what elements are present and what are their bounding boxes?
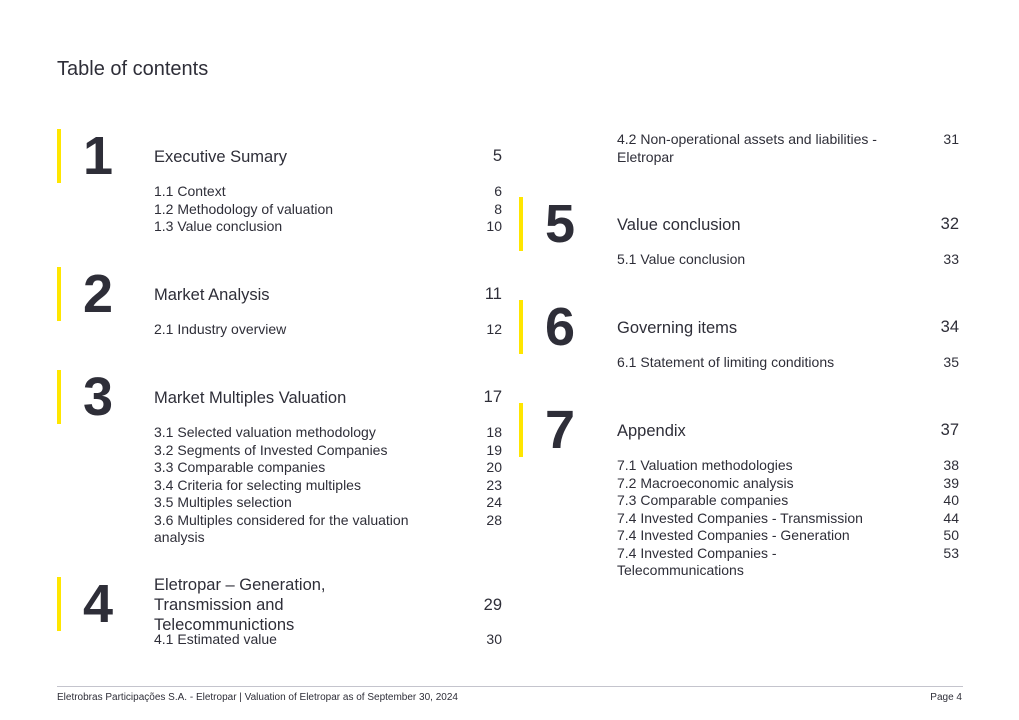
section-accent-bar [519, 403, 523, 457]
subsection-item[interactable]: 3.4 Criteria for selecting multiples 23 [154, 476, 502, 493]
subsection-item[interactable]: 2.1 Industry overview 12 [154, 321, 502, 337]
subsection-item[interactable]: 3.1 Selected valuation methodology 18 [154, 424, 502, 440]
subsection-item[interactable]: 7.4 Invested Companies - Transmission 44 [617, 509, 959, 526]
subsection-item[interactable]: 7.1 Valuation methodologies 38 [617, 457, 959, 473]
section-title[interactable]: Value conclusion [617, 216, 741, 234]
subsection-item[interactable]: 1.1 Context 6 [154, 183, 502, 199]
section-accent-bar [57, 577, 61, 631]
section-number: 2 [83, 264, 114, 324]
subsection-item[interactable]: 7.4 Invested Companies - Telecommunications 53 [617, 544, 959, 578]
section-accent-bar [57, 267, 61, 321]
subsection-item-continued[interactable] [617, 131, 959, 166]
section-page: 17 [483, 388, 502, 406]
subsection-list [617, 251, 959, 269]
subsection-item[interactable]: 6.1 Statement of limiting conditions 35 [617, 354, 959, 370]
subsection-item[interactable]: 3.5 Multiples selection 24 [154, 494, 502, 510]
section-number: 7 [545, 400, 576, 460]
subsection-item[interactable]: 7.3 Comparable companies 40 [617, 492, 959, 508]
section-page: 29 [483, 596, 502, 614]
section-number: 4 [83, 574, 114, 634]
subsection-item[interactable]: 1.2 Methodology of valuation 8 [154, 200, 502, 217]
section-page: 11 [484, 285, 502, 303]
subsection-item[interactable]: 4.1 Estimated value 30 [154, 631, 502, 647]
section-number: 5 [545, 194, 576, 254]
subsection-list [154, 424, 502, 547]
subsection-title: 4.2 Non-operational assets and liabilities - Eletropar [617, 131, 877, 165]
subsection-item[interactable]: 3.2 Segments of Invested Companies 19 [154, 441, 502, 458]
subsection-page: 31 [943, 131, 959, 147]
section-number: 6 [545, 297, 576, 357]
section-title[interactable]: Executive Sumary [154, 148, 287, 166]
section-title[interactable]: Appendix [617, 422, 686, 440]
section-title[interactable]: Governing items [617, 319, 738, 337]
subsection-list [154, 321, 502, 339]
subsection-list [154, 183, 502, 236]
page-title: Table of contents [57, 58, 209, 80]
page-number: Page 4 [930, 692, 962, 703]
subsection-item[interactable]: 3.6 Multiples considered for the valuation analysis 28 [154, 511, 502, 545]
section-accent-bar [519, 300, 523, 354]
subsection-item[interactable]: 7.2 Macroeconomic analysis 39 [617, 474, 959, 491]
footer-divider [57, 686, 963, 687]
section-number: 3 [83, 367, 114, 427]
section-page: 37 [940, 421, 959, 439]
subsection-item[interactable]: 3.3 Comparable companies 20 [154, 459, 502, 475]
section-accent-bar [57, 129, 61, 183]
section-title[interactable]: Eletropar – Generation, Transmission and Telecommunictions [154, 576, 326, 634]
section-accent-bar [519, 197, 523, 251]
subsection-list [617, 354, 959, 372]
subsection-item[interactable]: 5.1 Value conclusion 33 [617, 251, 959, 267]
footer-text: Eletrobras Participações S.A. - Eletropar | Valuation of Eletropar as of September 30, 2024 [57, 692, 458, 703]
section-title[interactable]: Market Multiples Valuation [154, 389, 347, 407]
section-accent-bar [57, 370, 61, 424]
section-title[interactable]: Market Analysis [154, 286, 270, 304]
section-page: 5 [492, 147, 502, 165]
section-page: 34 [940, 318, 959, 336]
subsection-item[interactable]: 7.4 Invested Companies - Generation 50 [617, 527, 959, 543]
subsection-list [617, 457, 959, 580]
section-number: 1 [83, 126, 114, 186]
section-page: 32 [940, 215, 959, 233]
subsection-list [154, 631, 502, 649]
subsection-item[interactable]: 1.3 Value conclusion 10 [154, 218, 502, 234]
